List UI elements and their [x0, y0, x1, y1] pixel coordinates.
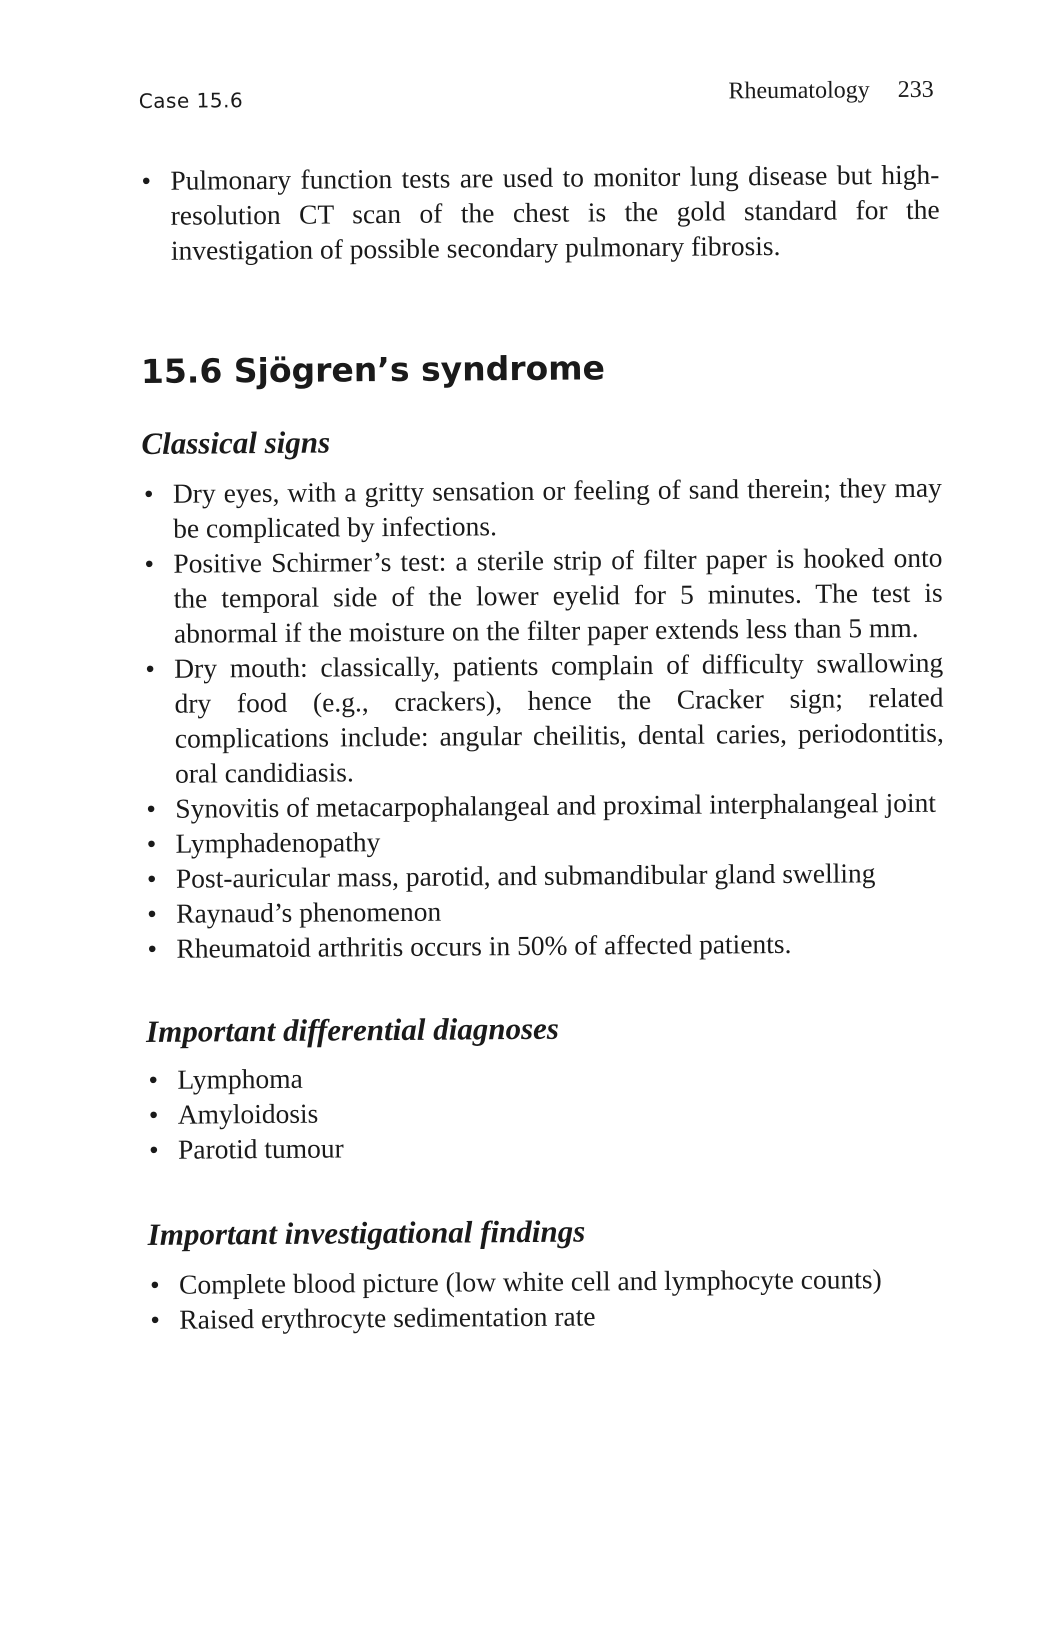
investigational-findings-list [148, 1261, 949, 1337]
page-number: 233 [897, 76, 934, 104]
investigational-findings-heading: Important investigational findings [147, 1213, 586, 1252]
differential-diagnoses-heading: Important differential diagnoses [145, 1010, 560, 1049]
classical-signs-list [142, 470, 946, 966]
bullet-icon: • [146, 792, 157, 824]
list-item-text: Positive Schirmer’s test: a sterile strip of filter paper is hooked onto the temporal side of the lower eyelid for 5 minutes. The test is abnormal if the moisture on the filter paper extends less than 5 mm. [173, 541, 943, 649]
intro-list [139, 157, 940, 268]
list-item [142, 540, 943, 651]
list-item-text: Lymphoma [177, 1062, 303, 1095]
running-head-right [728, 77, 934, 106]
list-item [148, 1296, 948, 1337]
differential-diagnoses-list [146, 1056, 947, 1167]
page-body [139, 157, 948, 1337]
bullet-icon: • [147, 932, 158, 964]
list-item-text: Rheumatoid arthritis occurs in 50% of affected patients. [176, 927, 792, 964]
list-item-text: Dry mouth: classically, patients complain of difficulty swallowing dry food (e.g., crackers), hence the Cracker sign; related complications include: angular cheilitis, dental caries, periodontitis, oral candidiasis. [174, 646, 944, 789]
list-item-text: Amyloidosis [177, 1097, 319, 1130]
bullet-icon: • [147, 897, 157, 929]
case-label: Case 15.6 [138, 88, 244, 113]
list-item [139, 157, 940, 268]
list-item-text: Complete blood picture (low white cell and lymphocyte counts) [178, 1263, 882, 1300]
list-item-text: Raynaud’s phenomenon [176, 895, 442, 929]
list-item [145, 925, 945, 966]
chapter-title: Rheumatology [728, 77, 870, 105]
section-title: 15.6 Sjögren’s syndrome [140, 348, 606, 391]
list-item [147, 1126, 947, 1167]
list-item-text: Synovitis of metacarpophalangeal and proximal interphalangeal joint [175, 786, 937, 824]
bullet-icon: • [146, 827, 157, 859]
list-item-text: Parotid tumour [177, 1132, 344, 1165]
bullet-icon: • [143, 477, 154, 509]
bullet-icon: • [148, 1063, 159, 1095]
bullet-icon: • [146, 862, 157, 894]
list-item [142, 470, 943, 546]
list-item-text: Post-auricular mass, parotid, and submandibular gland swelling [175, 857, 876, 894]
bullet-icon: • [150, 1303, 161, 1335]
bullet-icon: • [145, 652, 156, 684]
list-item-text: Dry eyes, with a gritty sensation or feeling of sand therein; they may be complicated by infections. [172, 471, 942, 544]
list-item-text: Pulmonary function tests are used to monitor lung disease but high-resolution CT scan of the chest is the gold standard for the investigation of possible secondary pulmonary fibrosis. [170, 158, 940, 266]
list-item-text: Raised erythrocyte sedimentation rate [179, 1300, 596, 1335]
classical-signs-heading: Classical signs [141, 424, 331, 461]
bullet-icon: • [141, 164, 152, 196]
bullet-icon: • [144, 547, 155, 579]
bullet-icon: • [148, 1098, 159, 1130]
list-item-text: Lymphadenopathy [175, 826, 381, 859]
bullet-icon: • [148, 1133, 159, 1165]
list-item [143, 645, 944, 791]
running-head [139, 77, 934, 117]
bullet-icon: • [149, 1268, 160, 1300]
